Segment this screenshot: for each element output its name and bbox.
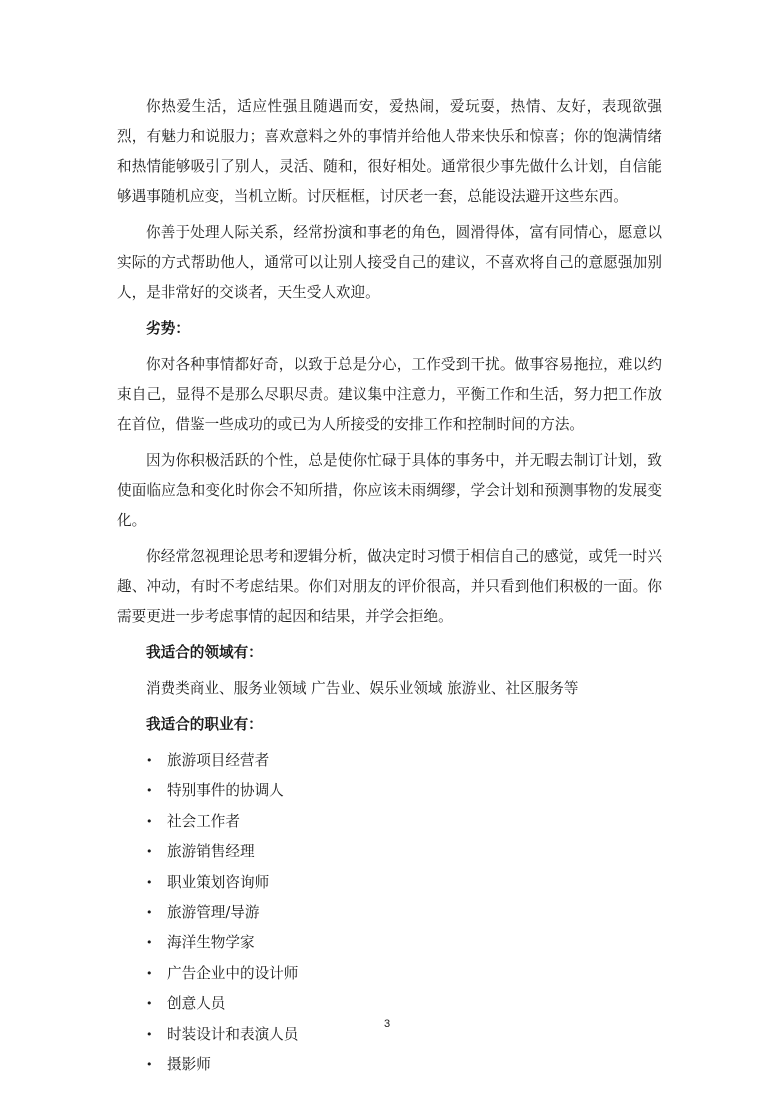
career-label: 时装设计和表演人员	[167, 1025, 299, 1043]
list-item	[117, 928, 662, 958]
bullet-icon: •	[146, 905, 153, 919]
page-content	[117, 92, 662, 1080]
list-item	[117, 898, 662, 928]
intro-paragraph-1: 你热爱生活，适应性强且随遇而安，爱热闹，爱玩耍，热情、友好，表现欲强烈，有魅力和说服力；喜欢意料之外的事情并给他人带来快乐和惊喜；你的饱满情绪和热情能够吸引了别人，灵活、随和，很好相处。通常很少事先做什么计划，自信能够遇事随机应变，当机立断。讨厌框框，讨厌老一套，总能设法避开这些东西。	[117, 98, 662, 205]
list-item	[117, 776, 662, 806]
career-label: 职业策划咨询师	[167, 873, 270, 891]
fields-text: 消费类商业、服务业领域 广告业、娱乐业领域 旅游业、社区服务等	[146, 680, 579, 697]
list-item	[117, 746, 662, 776]
bullet-icon: •	[146, 936, 153, 950]
career-label: 旅游销售经理	[167, 843, 255, 861]
career-label: 广告企业中的设计师	[167, 964, 299, 982]
weakness-heading: 劣势：	[146, 320, 190, 337]
list-item	[117, 868, 662, 898]
career-label: 特别事件的协调人	[167, 782, 284, 800]
fields-heading: 我适合的领域有：	[146, 644, 263, 661]
bullet-icon: •	[146, 1057, 153, 1071]
bullet-icon: •	[146, 875, 153, 889]
bullet-icon: •	[146, 1027, 153, 1041]
career-label: 摄影师	[167, 1055, 211, 1073]
career-label: 旅游项目经营者	[167, 752, 270, 769]
list-item	[117, 989, 662, 1019]
list-item	[117, 1050, 662, 1080]
bullet-icon: •	[146, 966, 153, 980]
careers-heading: 我适合的职业有：	[146, 716, 263, 733]
bullet-icon: •	[146, 814, 153, 828]
career-label: 旅游管理/导游	[167, 903, 260, 921]
career-label: 创意人员	[167, 995, 226, 1013]
bullet-icon: •	[146, 845, 153, 859]
list-item	[117, 837, 662, 867]
weakness-paragraph-3: 你经常忽视理论思考和逻辑分析，做决定时习惯于相信自己的感觉，或凭一时兴趣、冲动，有时不考虑结果。你们对朋友的评价很高，并只看到他们积极的一面。你需要更进一步考虑事情的起因和结果，并学会拒绝。	[117, 548, 662, 625]
career-label: 海洋生物学家	[167, 934, 255, 952]
list-item	[117, 807, 662, 837]
career-label: 社会工作者	[167, 812, 240, 830]
list-item	[117, 959, 662, 989]
page-number: 3	[383, 1018, 391, 1030]
weakness-paragraph-2: 因为你积极活跃的个性，总是使你忙碌于具体的事务中，并无暇去制订计划，致使面临应急和变化时你会不知所措，你应该未雨绸缪，学会计划和预测事物的发展变化。	[117, 452, 662, 529]
bullet-icon: •	[146, 754, 153, 767]
weakness-paragraph-1: 你对各种事情都好奇，以致于总是分心，工作受到干扰。做事容易拖拉，难以约束自己，显得不是那么尽职尽责。建议集中注意力，平衡工作和生活，努力把工作放在首位，借鉴一些成功的或已为人所接受的安排工作和控制时间的方法。	[117, 356, 662, 433]
bullet-icon: •	[146, 997, 153, 1011]
bullet-icon: •	[146, 784, 153, 798]
intro-paragraph-2: 你善于处理人际关系，经常扮演和事老的角色，圆滑得体，富有同情心，愿意以实际的方式帮助他人，通常可以让别人接受自己的建议，不喜欢将自己的意愿强加别人，是非常好的交谈者，天生受人欢迎。	[117, 224, 662, 301]
